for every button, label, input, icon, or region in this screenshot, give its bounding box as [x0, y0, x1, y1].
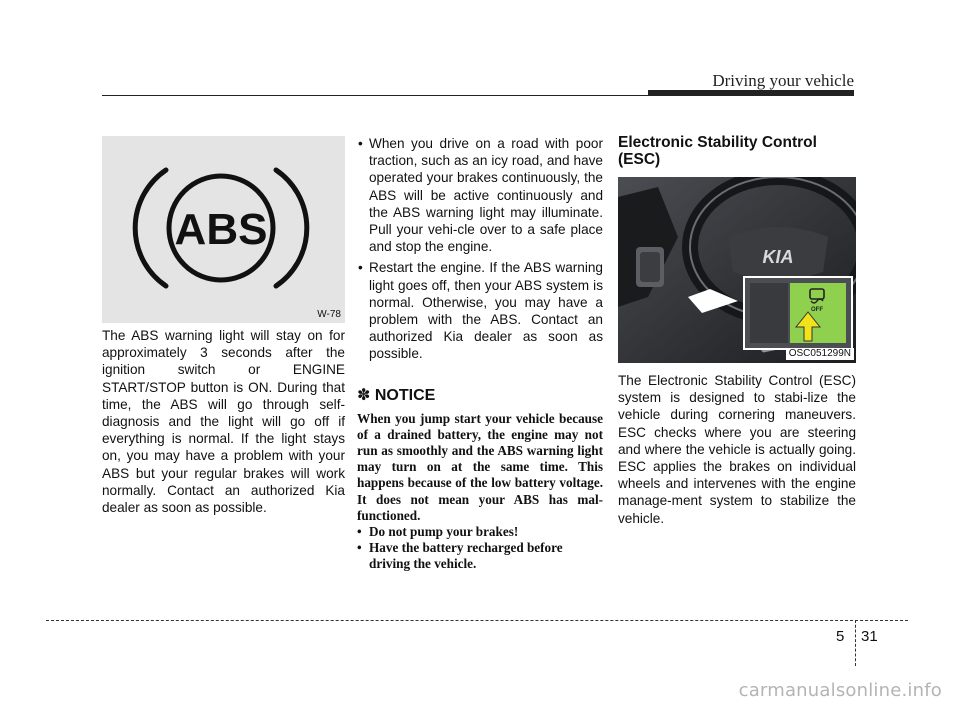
abs-paragraph: The ABS warning light will stay on for approximately 3 seconds after the ignition switch or ENGINE START/STOP button is ON. During that time, the ABS will go through self-diagnosis and the light will go off if everything is normal. If the light stays on, you may have a problem with your ABS but your regular brakes will work normally. Contact an authorized Kia dealer as soon as possible.	[102, 328, 345, 516]
page-number: 31	[861, 628, 878, 645]
notice-item-text: Have the battery recharged before driving the vehicle.	[369, 540, 563, 572]
header-rule-accent	[648, 90, 854, 96]
abs-warning-figure	[102, 136, 345, 323]
list-item	[357, 259, 603, 362]
bullet-marker: •	[357, 540, 362, 556]
svg-text:OFF: OFF	[811, 307, 823, 313]
list-item	[357, 524, 603, 540]
section-number: 5	[836, 628, 845, 645]
abs-bullets-column	[357, 135, 603, 573]
bullet-text: When you drive on a road with poor traction, such as an icy road, and have operated your brakes continuously, the ABS will be active continuously and the ABS warning light may illuminate. Pull your vehi-cle over to a safe place and stop the engine.	[369, 136, 603, 255]
bullet-marker: •	[358, 136, 363, 151]
list-item	[357, 135, 603, 255]
esc-button-figure	[618, 177, 856, 363]
bullet-marker: •	[357, 524, 362, 540]
notice-item-text: Do not pump your brakes!	[369, 524, 519, 540]
bullet-marker: •	[358, 260, 363, 276]
notice-list	[357, 524, 603, 573]
esc-paragraph: The Electronic Stability Control (ESC) system is designed to stabi-lize the vehicle during cornering maneuvers. ESC checks where you are steering and where the vehicle is actually going. ESC applies the brakes on individual wheels and intervenes with the engine manage-ment system to stabilize the vehicle.	[618, 373, 856, 526]
abs-symbol-text: ABS	[174, 205, 268, 254]
abs-warning-light-icon	[102, 136, 345, 323]
svg-text:KIA: KIA	[762, 247, 794, 267]
abs-bullet-list	[357, 135, 603, 363]
esc-heading: Electronic Stability Control (ESC)	[618, 134, 817, 168]
figure-code: OSC051299N	[786, 348, 854, 360]
footer-rule	[46, 620, 908, 621]
watermark: carmanualsonline.info	[738, 680, 942, 701]
dashboard-illustration	[618, 177, 856, 363]
notice-title: ✽ NOTICE	[357, 386, 436, 404]
footer-divider	[855, 620, 856, 666]
section-title: Driving your vehicle	[712, 71, 854, 90]
figure-code: W-78	[317, 309, 341, 320]
list-item	[357, 540, 603, 572]
notice-body: When you jump start your vehicle because of a drained battery, the engine may not run as smoothly and the ABS warning light may turn on at the same time. This happens because of the low battery voltage. It does not mean your ABS has mal-functioned.	[357, 410, 603, 523]
bullet-text: Restart the engine. If the ABS warning light goes off, then your ABS system is normal. Otherwise, you may have a problem with the ABS. Contact an authorized Kia dealer as soon as possible.	[369, 260, 603, 362]
header-rule	[102, 95, 658, 96]
